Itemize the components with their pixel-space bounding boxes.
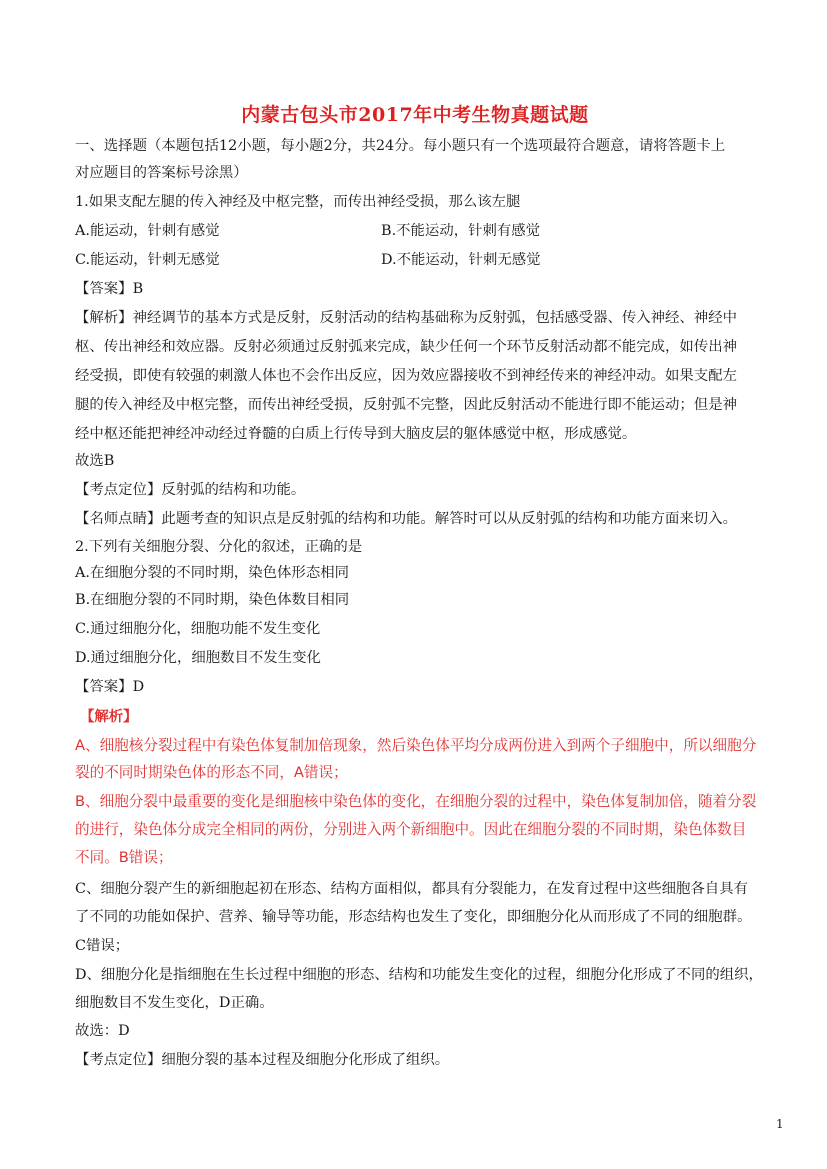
q1-analysis-line: 经中枢还能把神经冲动经过脊髓的白质上行传导到大脑皮层的躯体感觉中枢，形成感觉。 (75, 426, 637, 442)
q1-option-d: D.不能运动，针刺无感觉 (381, 252, 541, 268)
q1-stem: 1.如果支配左腿的传入神经及中枢完整，而传出神经受损，那么该左腿 (75, 194, 521, 210)
page-number: 1 (776, 1117, 784, 1131)
q2-stem: 2.下列有关细胞分裂、分化的叙述，正确的是 (75, 539, 363, 555)
q1-kaodian: 【考点定位】反射弧的结构和功能。 (75, 482, 306, 498)
q2-analysis-head: 【解析】 (80, 709, 138, 725)
q1-mingshi: 【名师点睛】此题考查的知识点是反射弧的结构和功能。解答时可以从反射弧的结构和功能方面来切入。 (75, 511, 737, 527)
q1-option-c: C.能运动，针刺无感觉 (75, 252, 220, 268)
section-header: 一、选择题（本题包括12小题，每小题2分，共24分。每小题只有一个选项最符合题意，请将答题卡上 (75, 138, 726, 154)
q2-conclusion: 故选：D (75, 1023, 130, 1039)
q2-analysis-line: 细胞数目不发生变化，D正确。 (75, 995, 274, 1011)
q1-analysis-line: 【解析】神经调节的基本方式是反射，反射活动的结构基础称为反射弧，包括感受器、传入神经、神经中 (75, 310, 737, 326)
q2-red-line: 不同。B错误； (75, 849, 173, 866)
q2-red-line: 裂的不同时期染色体的形态不同，A错误； (75, 764, 348, 781)
q2-option-b: B.在细胞分裂的不同时期，染色体数目相同 (75, 592, 350, 608)
q2-red-line: B、细胞分裂中最重要的变化是细胞核中染色体的变化，在细胞分裂的过程中，染色体复制加倍，随着分裂 (75, 793, 757, 810)
q2-analysis-line: D、细胞分化是指细胞在生长过程中细胞的形态、结构和功能发生变化的过程，细胞分化形成了不同的组织， (75, 967, 763, 983)
q1-option-a: A.能运动，针刺有感觉 (75, 223, 220, 239)
q1-analysis-line: 腿的传入神经及中枢完整，而传出神经受损，反射弧不完整，因此反射活动不能进行即不能运动；但是神 (75, 397, 737, 413)
q2-option-d: D.通过细胞分化，细胞数目不发生变化 (75, 650, 321, 666)
q1-answer: 【答案】B (75, 281, 144, 297)
q2-red-line: A、细胞核分裂过程中有染色体复制加倍现象，然后染色体平均分成两份进入到两个子细胞中，所以细胞分 (75, 737, 757, 754)
q2-red-line: 的进行，染色体分成完全相同的两份，分别进入两个新细胞中。因此在细胞分裂的不同时期，染色体数目 (75, 821, 747, 838)
q2-option-a: A.在细胞分裂的不同时期，染色体形态相同 (75, 565, 349, 581)
q1-analysis-line: 经受损，即使有较强的刺激人体也不会作出反应，因为效应器接收不到神经传来的神经冲动。如果支配左 (75, 368, 737, 384)
q1-option-b: B.不能运动，针刺有感觉 (381, 223, 541, 239)
q2-answer: 【答案】D (75, 679, 145, 695)
q2-option-c: C.通过细胞分化，细胞功能不发生变化 (75, 621, 321, 637)
section-header-cont: 对应题目的答案标号涂黑） (75, 165, 248, 181)
q2-analysis-line: C错误； (75, 938, 130, 954)
q1-analysis-line: 枢、传出神经和效应器。反射必须通过反射弧来完成，缺少任何一个环节反射活动都不能完成，如传出神 (75, 339, 737, 355)
q1-conclusion: 故选B (75, 453, 115, 469)
q2-kaodian: 【考点定位】细胞分裂的基本过程及细胞分化形成了组织。 (75, 1052, 450, 1068)
page-title: 内蒙古包头市2017年中考生物真题试题 (241, 104, 589, 126)
q2-analysis-line: 了不同的功能如保护、营养、输导等功能，形态结构也发生了变化，即细胞分化从而形成了不同的细胞群。 (75, 909, 752, 925)
q2-analysis-line: C、细胞分裂产生的新细胞起初在形态、结构方面相似，都具有分裂能力，在发育过程中这些细胞各自具有 (75, 881, 748, 897)
